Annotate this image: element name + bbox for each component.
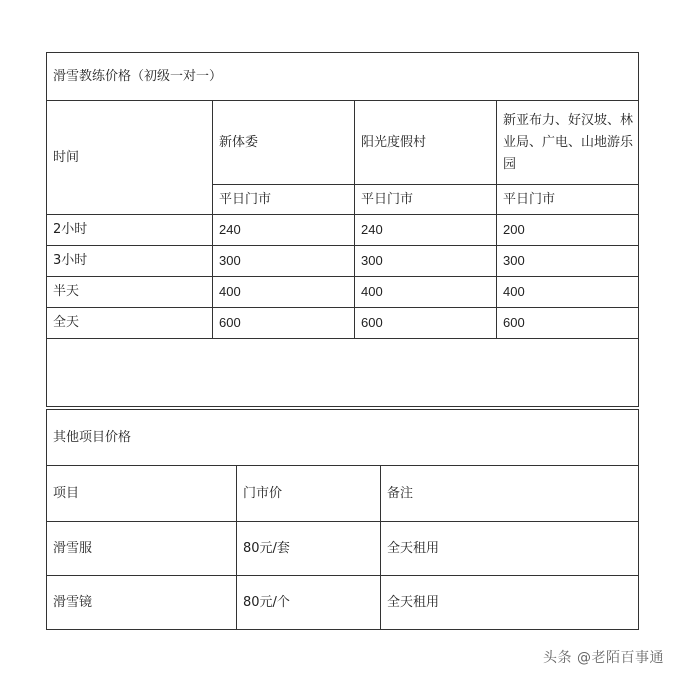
price-cell: 600 [497, 308, 639, 339]
duration-label: 3小时 [47, 246, 213, 277]
table1-title: 滑雪教练价格（初级一对一） [47, 53, 639, 101]
empty-row [47, 339, 639, 407]
price-cell: 600 [355, 308, 497, 339]
price-type-header: 平日门市 [355, 185, 497, 215]
duration-label: 半天 [47, 277, 213, 308]
table2-title: 其他项目价格 [47, 410, 639, 466]
item-price: 80元/个 [237, 576, 381, 630]
table-row [47, 308, 639, 339]
item-note: 全天租用 [381, 522, 639, 576]
table-row [47, 215, 639, 246]
price-cell: 300 [213, 246, 355, 277]
price-cell: 300 [497, 246, 639, 277]
price-type-header: 平日门市 [213, 185, 355, 215]
venue-header: 新亚布力、好汉坡、林业局、广电、山地游乐园 [497, 101, 639, 185]
price-cell: 600 [213, 308, 355, 339]
duration-label: 全天 [47, 308, 213, 339]
price-type-header: 平日门市 [497, 185, 639, 215]
price-cell: 240 [213, 215, 355, 246]
ski-coach-price-table [46, 52, 639, 407]
time-header: 时间 [47, 101, 213, 215]
table-row [47, 522, 639, 576]
venue-header: 阳光度假村 [355, 101, 497, 185]
price-cell: 240 [355, 215, 497, 246]
note-header: 备注 [381, 466, 639, 522]
item-header: 项目 [47, 466, 237, 522]
price-cell: 200 [497, 215, 639, 246]
price-cell: 400 [355, 277, 497, 308]
price-cell: 400 [497, 277, 639, 308]
item-note: 全天租用 [381, 576, 639, 630]
other-items-price-table [46, 409, 639, 630]
item-name: 滑雪服 [47, 522, 237, 576]
item-price: 80元/套 [237, 522, 381, 576]
table-row [47, 277, 639, 308]
duration-label: 2小时 [47, 215, 213, 246]
table-row [47, 246, 639, 277]
price-header: 门市价 [237, 466, 381, 522]
watermark: 头条 @老陌百事通 [543, 650, 664, 666]
venue-header: 新体委 [213, 101, 355, 185]
table-row [47, 576, 639, 630]
price-cell: 400 [213, 277, 355, 308]
item-name: 滑雪镜 [47, 576, 237, 630]
price-cell: 300 [355, 246, 497, 277]
